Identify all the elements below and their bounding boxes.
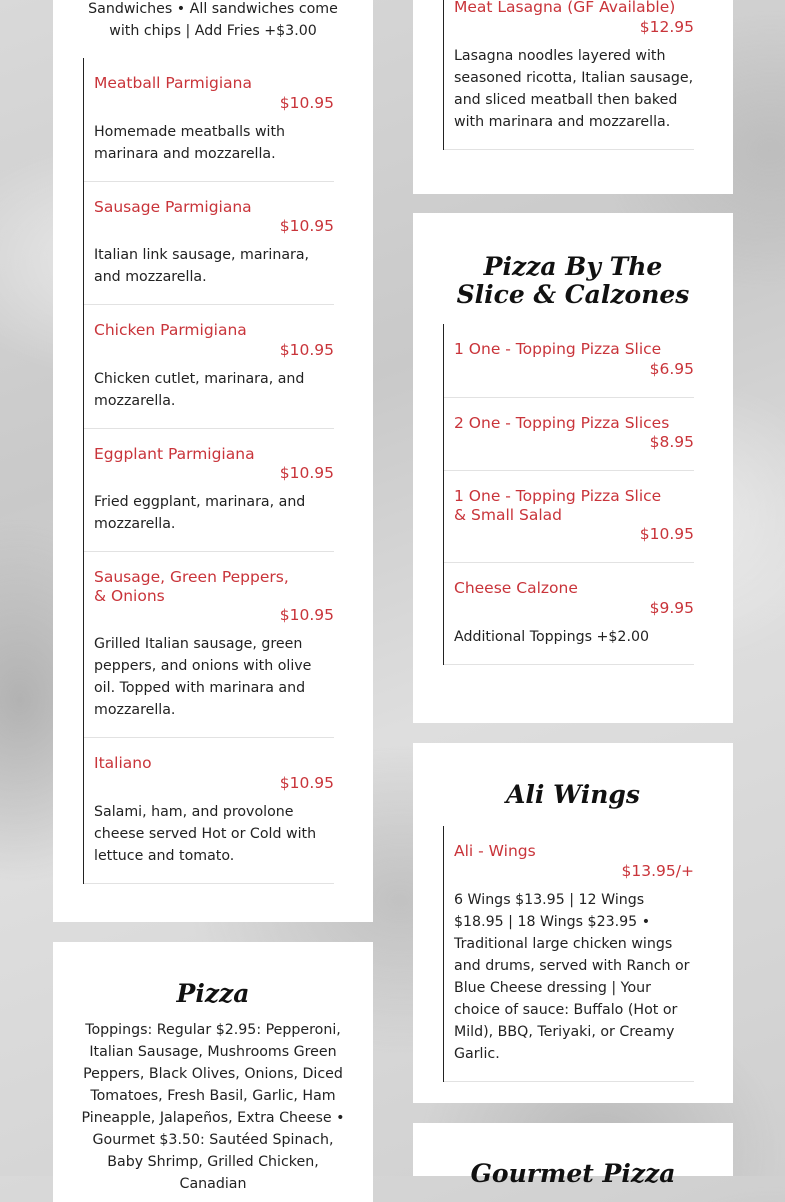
item-price: $10.95 [639,525,694,543]
item-price: $10.95 [279,464,334,482]
item-description: Grilled Italian sausage, green peppers, and onions with olive oil. Topped with marinara and mozzarella. [94,636,312,718]
item-price: $10.95 [279,773,334,792]
item-description: Fried eggplant, marinara, and mozzarella. [94,494,306,532]
item-description: Italian link sausage, marinara, and mozzarella. [94,247,310,285]
menu-item[interactable] [444,826,694,1082]
item-description: Additional Toppings +$2.00 [454,628,650,645]
item-name: 1 One - Topping Pizza Slice [454,340,662,358]
item-description: Lasagna noodles layered with seasoned ricotta, Italian sausage, and sliced meatball then baked with marinara and mozzarella. [454,47,694,130]
item-description: Salami, ham, and provolone cheese served Hot or Cold with lettuce and tomato. [94,803,317,864]
pizza-title: Pizza [176,979,250,1008]
menu-item[interactable] [444,0,694,150]
item-price: $9.95 [649,598,694,617]
item-price: $10.95 [279,217,334,235]
sandwiches-card [53,0,373,922]
sandwiches-note: Sandwiches • All sandwiches come with chips | Add Fries +$3.00 [88,1,338,39]
slice-calzone-card [413,213,733,723]
menu-item[interactable] [84,182,334,306]
wings-card [413,743,733,1103]
menu-item[interactable] [444,471,694,563]
item-name: Sausage, Green Peppers, & Onions [94,568,289,605]
item-price: $10.95 [279,606,334,624]
slice-calzone-items [443,324,694,665]
item-name: Sausage Parmigiana [94,197,252,216]
item-name: Ali - Wings [454,842,536,860]
item-name: 2 One - Topping Pizza Slices [454,413,670,432]
pasta-items [443,0,694,150]
wings-items [443,826,694,1082]
menu-item[interactable] [444,563,694,665]
item-description: Chicken cutlet, marinara, and mozzarella. [94,370,305,409]
item-name: Meatball Parmigiana [94,74,252,92]
item-name: Italiano [94,754,152,772]
menu-item[interactable] [444,324,694,398]
menu-item[interactable] [84,305,334,429]
menu-item[interactable] [444,398,694,472]
item-price: $13.95/+ [621,861,694,880]
item-description: 6 Wings $13.95 | 12 Wings $18.95 | 18 Wings $23.95 • Traditional large chicken wings and drums, served with Ranch or Blue Cheese dressing | Your choice of sauce: Buffalo (Hot or Mild), BBQ, Teriyaki, or Creamy Garlic. [454,891,690,1062]
menu-item[interactable] [84,58,334,182]
pizza-toppings-desc: Toppings: Regular $2.95: Pepperoni, Italian Sausage, Mushrooms Green Peppers, Black Olives, Onions, Diced Tomatoes, Fresh Basil, Garlic, Ham Pineapple, Jalapeños, Extra Cheese • Gourmet $3.50: Sautéed Spinach, Baby Shrimp, Grilled Chicken, Canadian [81,1022,345,1192]
item-price: $10.95 [279,93,334,112]
item-name: Meat Lasagna (GF Available) [454,0,676,16]
item-name: Eggplant Parmigiana [94,444,255,463]
menu-item[interactable] [84,738,334,884]
item-name: Chicken Parmigiana [94,321,247,339]
item-name: 1 One - Topping Pizza Slice & Small Salad [454,487,662,524]
menu-item[interactable] [84,429,334,553]
gourmet-pizza-title: Gourmet Pizza [470,1159,676,1188]
item-price: $8.95 [649,433,694,451]
item-description: Homemade meatballs with marinara and mozzarella. [94,123,286,162]
menu-item[interactable] [84,552,334,738]
wings-title: Ali Wings [506,780,640,809]
item-name: Cheese Calzone [454,579,578,597]
sandwiches-items [83,58,334,884]
pizza-card [53,942,373,1202]
gourmet-pizza-card [413,1123,733,1188]
slice-calzone-title: Pizza By The Slice & Calzones [456,252,690,309]
item-price: $12.95 [639,17,694,36]
item-price: $6.95 [649,359,694,378]
item-price: $10.95 [279,340,334,359]
pasta-card [413,0,733,194]
